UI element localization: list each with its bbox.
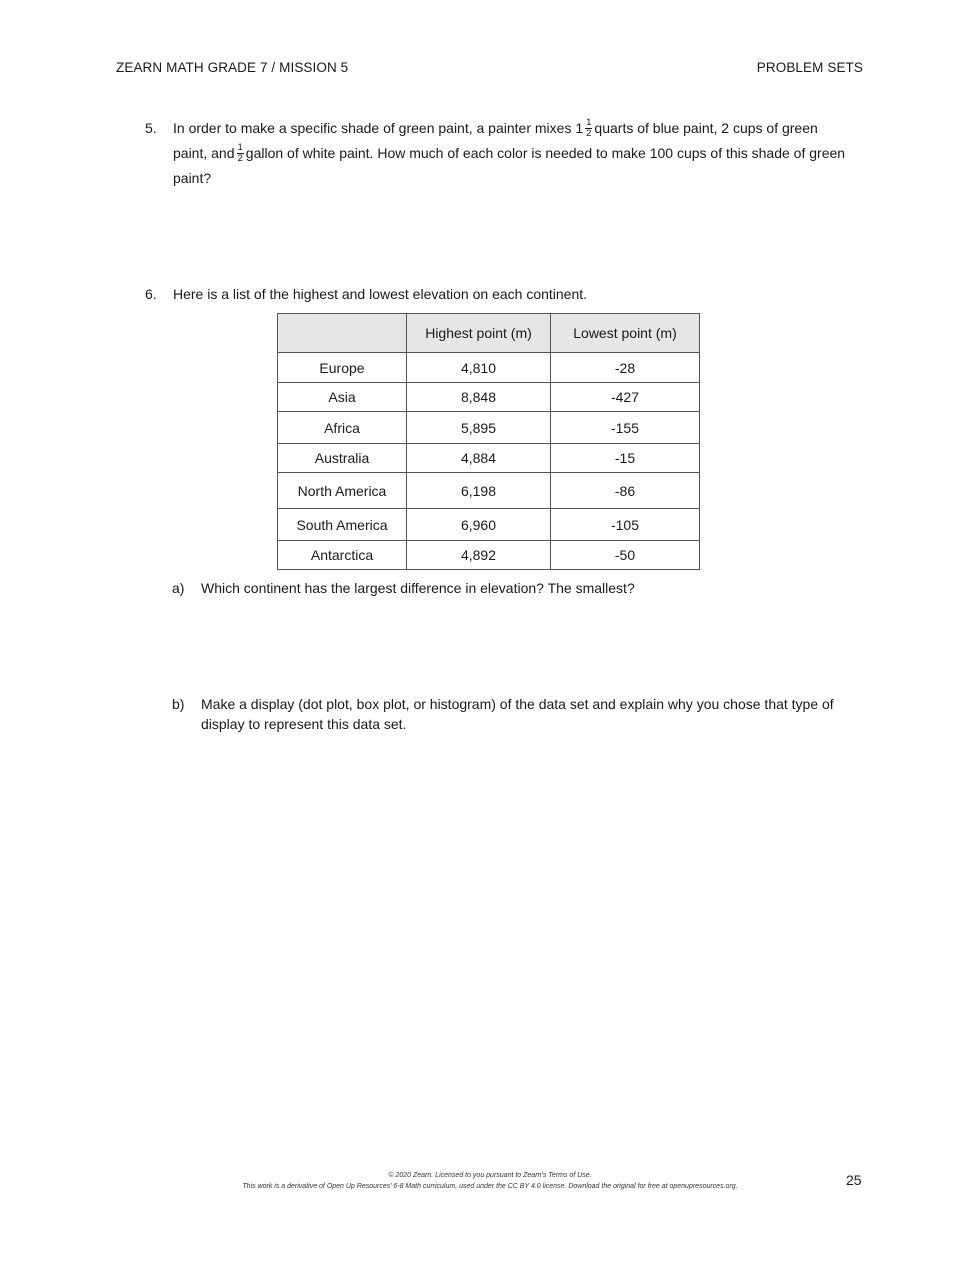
- part-b-label: b): [172, 696, 185, 712]
- table-row: [278, 509, 700, 541]
- cell-continent: Europe: [278, 353, 407, 383]
- table-header-row: [278, 314, 700, 353]
- fraction-numerator: 1: [237, 141, 243, 153]
- problem-5-text-part1: In order to make a specific shade of green paint, a painter mixes 1: [173, 120, 584, 136]
- cell-highest: 6,198: [407, 473, 551, 509]
- cell-lowest: -86: [551, 473, 700, 509]
- table-header-lowest: Lowest point (m): [551, 314, 700, 353]
- cell-lowest: -427: [551, 383, 700, 412]
- problem-6: [145, 282, 855, 307]
- cell-lowest: -15: [551, 444, 700, 473]
- footer-license: [150, 1170, 830, 1192]
- cell-highest: 8,848: [407, 383, 551, 412]
- header-title: ZEARN MATH GRADE 7 / MISSION 5: [116, 60, 349, 75]
- cell-continent: South America: [278, 509, 407, 541]
- cell-highest: 4,884: [407, 444, 551, 473]
- cell-lowest: -50: [551, 541, 700, 570]
- problem-5: [145, 116, 855, 191]
- cell-continent: Africa: [278, 412, 407, 444]
- footer-copyright: © 2020 Zearn. Licensed to you pursuant to Zearn’s Terms of Use.: [388, 1172, 592, 1179]
- table-row: [278, 412, 700, 444]
- table-row: [278, 383, 700, 412]
- part-b-text: Make a display (dot plot, box plot, or histogram) of the data set and explain why you chose that type of display to represent this data set.: [201, 696, 834, 732]
- problem-5-number: 5.: [145, 120, 157, 136]
- problem-6-part-b: [172, 694, 862, 734]
- cell-lowest: -28: [551, 353, 700, 383]
- footer-attribution: This work is a derivative of Open Up Resources’ 6-8 Math curriculum, used under the CC BY 4.0 license. Download the original for free at openupresources.org.: [242, 1183, 738, 1190]
- header-section: PROBLEM SETS: [756, 60, 863, 75]
- part-a-text: Which continent has the largest difference in elevation? The smallest?: [201, 580, 635, 596]
- cell-lowest: -105: [551, 509, 700, 541]
- cell-highest: 5,895: [407, 412, 551, 444]
- fraction-denominator: 2: [586, 127, 592, 139]
- cell-lowest: -155: [551, 412, 700, 444]
- cell-continent: North America: [278, 473, 407, 509]
- table-row: [278, 444, 700, 473]
- cell-continent: Asia: [278, 383, 407, 412]
- page-number: 25: [846, 1172, 862, 1188]
- cell-highest: 6,960: [407, 509, 551, 541]
- fraction-one-half: [237, 143, 244, 164]
- problem-5-text: [173, 116, 855, 191]
- table-row: [278, 541, 700, 570]
- table-header-blank: [278, 314, 407, 353]
- fraction-denominator: 2: [237, 152, 243, 164]
- problem-6-part-a: [172, 578, 862, 598]
- fraction-one-half: [585, 118, 592, 139]
- table-row: [278, 353, 700, 383]
- cell-continent: Antarctica: [278, 541, 407, 570]
- table-header-highest: Highest point (m): [407, 314, 551, 353]
- cell-highest: 4,810: [407, 353, 551, 383]
- problem-5-text-part3: gallon of white paint. How much of each color is needed to make 100 cups of this shade of green paint?: [173, 145, 846, 186]
- elevation-table: [277, 313, 700, 570]
- problem-6-number: 6.: [145, 286, 157, 302]
- part-a-label: a): [172, 580, 185, 596]
- cell-continent: Australia: [278, 444, 407, 473]
- table-row: [278, 473, 700, 509]
- cell-highest: 4,892: [407, 541, 551, 570]
- problem-6-intro: Here is a list of the highest and lowest elevation on each continent.: [173, 286, 588, 302]
- fraction-numerator: 1: [586, 116, 592, 128]
- problem-5-text-part2: quarts of blue paint, 2 cups of green paint, and: [173, 120, 818, 161]
